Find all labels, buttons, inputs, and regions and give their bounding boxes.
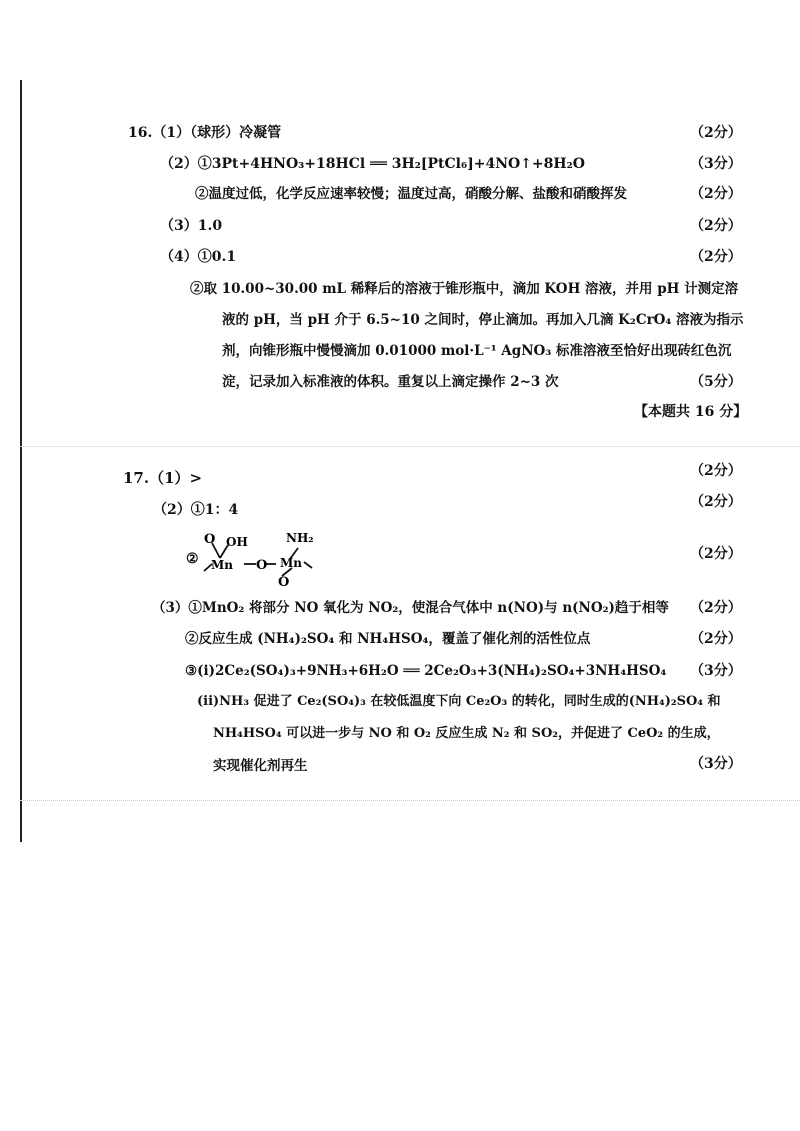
q17-regeneration-line1: (ii)NH₃ 促进了 Ce₂(SO₄)₃ 在较低温度下向 Ce₂O₃ 的转化，同时生成的(NH₄)₂SO₄ 和: [197, 694, 721, 709]
q16-titration-line2: 液的 pH，当 pH 介于 6.5~10 之间时，停止滴加。再加入几滴 K₂CrO₄ 溶液为指示: [222, 312, 744, 328]
nh2-label: NH₂: [286, 531, 314, 545]
q16-part3-score: （2分）: [690, 218, 742, 234]
q17-part1-score: （2分）: [690, 463, 742, 479]
oxo-o-right-label: O: [278, 575, 290, 588]
bridge-o-label: O: [256, 558, 268, 573]
q16-total: 【本题共 16 分】: [634, 404, 748, 420]
q17-structure-score: （2分）: [690, 546, 742, 562]
q16-titration-line3: 剂，向锥形瓶中慢慢滴加 0.01000 mol·L⁻¹ AgNO₃ 标准溶液至恰好出现砖红色沉: [222, 343, 732, 359]
section-divider: [20, 800, 800, 801]
q17-regeneration-score: （3分）: [690, 756, 742, 772]
q17-part3-mno2: （3）①MnO₂ 将部分 NO 氧化为 NO₂，使混合气体中 n(NO)与 n(NO₂)趋于相等: [152, 600, 669, 616]
q16-titration-line1: ②取 10.00~30.00 mL 稀释后的溶液于锥形瓶中，滴加 KOH 溶液，并用 pH 计测定溶: [190, 281, 739, 297]
oh-label: OH: [226, 535, 248, 549]
left-margin-line: [20, 80, 22, 842]
q16-titration-line4: 淀，记录加入标准液的体积。重复以上滴定操作 2~3 次: [222, 374, 559, 390]
q16-part2-temperature: ②温度过低，化学反应速率较慢；温度过高，硝酸分解、盐酸和硝酸挥发: [195, 186, 627, 202]
mn-structure-diagram: [198, 526, 328, 588]
section-divider: [20, 446, 800, 447]
q17-part2-score: （2分）: [690, 494, 742, 510]
mn-left-label: Mn: [211, 558, 234, 572]
q17-part1: 17.（1）>: [123, 469, 203, 487]
q17-regeneration-line3: 实现催化剂再生: [213, 758, 308, 774]
q17-structure-label: ②: [186, 551, 199, 567]
q16-part2-equation-score: （3分）: [690, 156, 742, 172]
q16-part1: 16.（1）（球形）冷凝管: [128, 125, 282, 141]
q16-titration-score: （5分）: [690, 374, 742, 390]
mn-right-label: Mn: [280, 556, 303, 570]
q16-part1-score: （2分）: [690, 125, 742, 141]
q17-part3-mno2-score: （2分）: [690, 600, 742, 616]
q17-part3-ce-equation: ③(i)2Ce₂(SO₄)₃+9NH₃+6H₂O ══ 2Ce₂O₃+3(NH₄)₂SO₄+3NH₄HSO₄: [185, 663, 667, 679]
q17-part3-active-sites: ②反应生成 (NH₄)₂SO₄ 和 NH₄HSO₄，覆盖了催化剂的活性位点: [185, 631, 591, 647]
q17-part3-ce-equation-score: （3分）: [690, 663, 742, 679]
q16-part4: （4）①0.1: [160, 249, 237, 265]
q16-part3: （3）1.0: [160, 218, 223, 234]
q16-part2-temperature-score: （2分）: [690, 186, 742, 202]
q17-part2: （2）①1：4: [153, 502, 239, 518]
q17-regeneration-line2: NH₄HSO₄ 可以进一步与 NO 和 O₂ 反应生成 N₂ 和 SO₂，并促进了 CeO₂ 的生成，: [213, 726, 720, 741]
q16-part2-equation: （2）①3Pt+4HNO₃+18HCl ══ 3H₂[PtCl₆]+4NO↑+8H₂O: [160, 156, 585, 172]
q17-part3-active-sites-score: （2分）: [690, 631, 742, 647]
q16-part4-score: （2分）: [690, 249, 742, 265]
oxo-o-label: O: [204, 532, 216, 547]
